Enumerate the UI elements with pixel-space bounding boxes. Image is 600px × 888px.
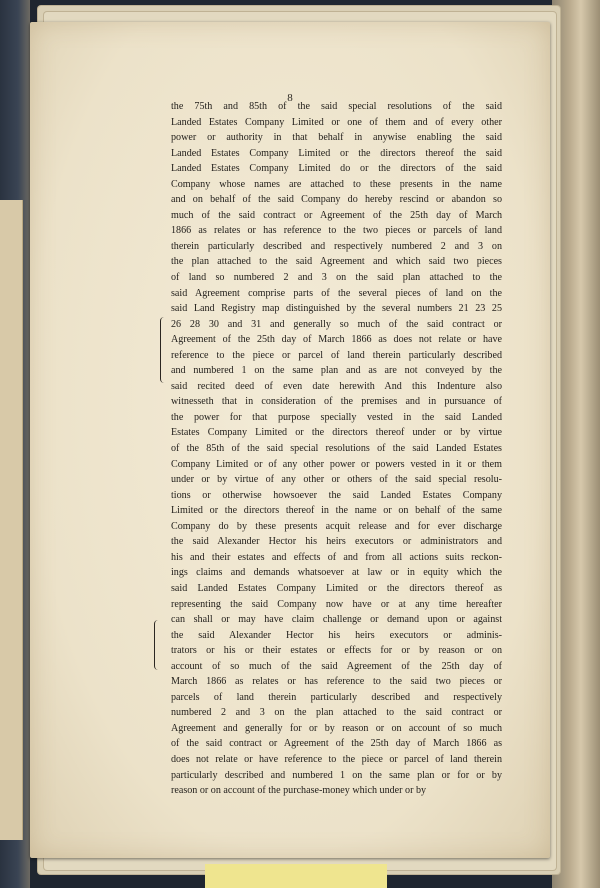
text-line: the said Alexander Hector his heirs executors or administrators and [171, 536, 502, 548]
text-line: said Landed Estates Company Limited or the directors thereof as [171, 582, 502, 594]
bottom-label-strip [205, 864, 387, 888]
text-line: ings claims and demands whatsoever at law or in equity which the [171, 567, 502, 579]
text-line: under or by virtue of any other or others of the said special resolu- [171, 474, 502, 486]
text-line: Company Limited or of any other power or powers vested in it or them [171, 458, 502, 470]
text-line: Agreement of the 25th day of March 1866 as does not relate or have [171, 334, 502, 346]
text-line: particularly described and numbered 1 on the same plan or for or by [171, 769, 502, 781]
text-line: Landed Estates Company Limited do or the directors of the said [171, 163, 502, 175]
body-text [171, 99, 502, 799]
text-line: witnesseth that in consideration of the premises and in pursuance of [171, 396, 502, 408]
text-line: said recited deed of even date herewith And this Indenture also [171, 380, 502, 392]
text-line: reference to the piece or parcel of land therein particularly described [171, 349, 502, 361]
text-line: Agreement and generally for or by reason or on account of so much [171, 722, 502, 734]
text-line: March 1866 as relates or has reference to the said two pieces or [171, 676, 502, 688]
text-line: of the 85th of the said special resolutions of the said Landed Estates [171, 443, 502, 455]
text-line: does not relate or have reference to the piece or parcel of land therein [171, 753, 502, 765]
text-line: and numbered 1 on the same plan and as are not conveyed by the [171, 365, 502, 377]
text-line: his and their estates and effects of and from all actions suits reckon- [171, 551, 502, 563]
text-line: Company do by these presents acquit release and for ever discharge [171, 520, 502, 532]
text-line: therein particularly described and respectively numbered 2 and 3 on [171, 240, 502, 252]
text-line: Landed Estates Company Limited or one of them and of every other [171, 116, 502, 128]
text-line: account of so much of the said Agreement of the 25th day of [171, 660, 502, 672]
margin-bracket-mark [160, 317, 165, 383]
text-line: Limited or the directors thereof in the name or on behalf of the same [171, 505, 502, 517]
text-line: trators or his or their estates or effects for or by reason or on [171, 645, 502, 657]
text-line: tions or otherwise howsoever the said Landed Estates Company [171, 489, 502, 501]
text-line: numbered 2 and 3 on the plan attached to the said contract or [171, 707, 502, 719]
text-line: can shall or may have claim challenge or demand upon or against [171, 614, 502, 626]
margin-bracket-mark [154, 620, 159, 670]
text-line: much of the said contract or Agreement of the 25th day of March [171, 209, 502, 221]
page-number: 8 [287, 92, 293, 104]
text-line: the said Alexander Hector his heirs executors or adminis- [171, 629, 502, 641]
text-line: parcels of land therein particularly described and respectively [171, 691, 502, 703]
text-line: the power for that purpose specially vested in the said Landed [171, 411, 502, 423]
text-line: and on behalf of the said Company do hereby rescind or abandon so [171, 194, 502, 206]
text-line: of the said contract or Agreement of the 25th day of March 1866 as [171, 738, 502, 750]
text-line: power or authority in that behalf in anywise enabling the said [171, 132, 502, 144]
text-line: 26 28 30 and 31 and generally so much of the said contract or [171, 318, 502, 330]
text-line: of land so numbered 2 and 3 on the said plan attached to the [171, 272, 502, 284]
text-line: reason or on account of the purchase-money which under or by [171, 785, 427, 797]
text-line: representing the said Company now have or at any time hereafter [171, 598, 502, 610]
text-line: said Agreement comprise parts of the several pieces of land on the [171, 287, 502, 299]
binding-stub [0, 200, 23, 840]
text-line: Company whose names are attached to these presents in the name [171, 178, 502, 190]
text-line: the 75th and 85th of the said special resolutions of the said [171, 101, 502, 112]
text-line: the plan attached to the said Agreement and which said two pieces [171, 256, 502, 268]
text-line: Estates Company Limited or the directors thereof under or by virtue [171, 427, 502, 439]
text-line: 1866 as relates or has reference to the two pieces or parcels of land [171, 225, 502, 237]
text-line: Landed Estates Company Limited or the directors thereof the said [171, 147, 502, 159]
text-line: said Land Registry map distinguished by the several numbers 21 23 25 [171, 303, 502, 315]
